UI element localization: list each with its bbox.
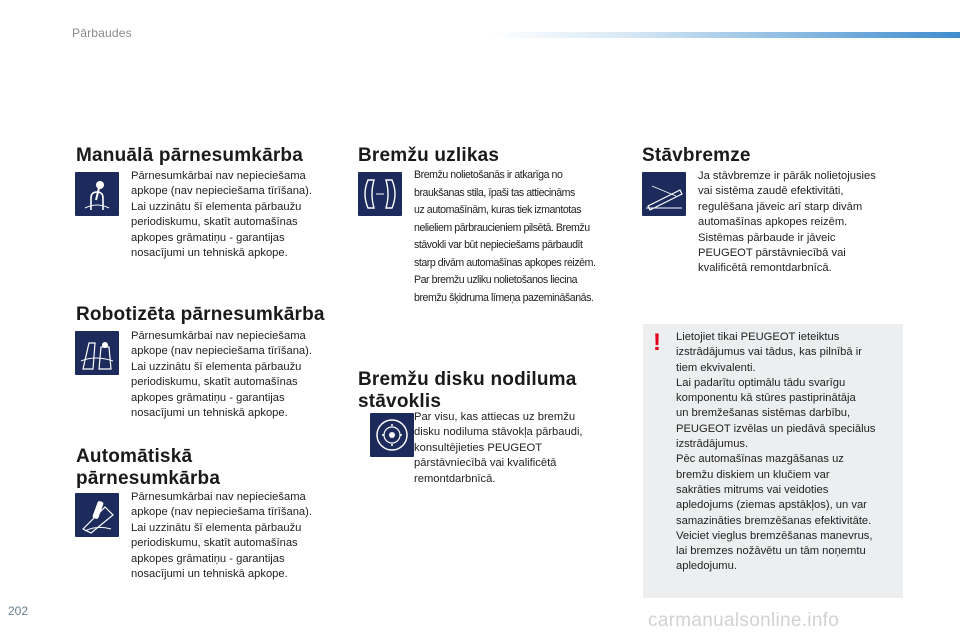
robotized-gearbox-icon [75, 331, 119, 375]
automatic-gearbox-title: Automātiskā pārnesumkārba [76, 446, 221, 489]
brake-discs-title: Bremžu disku nodiluma stāvoklis [358, 369, 577, 412]
robotized-gearbox-text: Pārnesumkārbai nav nepieciešama apkope (nav nepieciešama tīrīšana). Lai uzzinātu šī elementa pārbaužu periodiskumu, skatīt automašīnas apkopes grāmatiņu - garantijas nosacījumi un tehniskā apkope. [131, 330, 312, 420]
automatic-gearbox-text: Pārnesumkārbai nav nepieciešama apkope (nav nepieciešama tīrīšana). Lai uzzinātu šī elementa pārbaužu periodiskumu, skatīt automašīnas apkopes grāmatiņu - garantijas nosacījumi un tehniskā apkope. [131, 491, 312, 581]
brake-disc-icon [370, 413, 414, 457]
manual-gearbox-title: Manuālā pārnesumkārba [76, 145, 304, 166]
automatic-gearbox-icon [75, 493, 119, 537]
watermark: carmanualsonline.info [648, 610, 840, 631]
parking-brake-title: Stāvbremze [642, 145, 751, 166]
manual-gearbox-icon [75, 172, 119, 216]
header-section-label: Pārbaudes [72, 26, 132, 40]
parking-brake-icon [642, 172, 686, 216]
warning-text: Lietojiet tikai PEUGEOT ieteiktus izstrādājumus vai tādus, kas pilnībā ir tiem ekvivalenti. Lai padarītu optimālu tādu svarīgu komponentu kā stūres pastiprinātāja un bremžešanas sistēmas darbību, PEUGEOT izvēlas un piedāvā speciālus izstrādājumus. Pēc automašīnas mazgāšanas uz bremžu diskiem un klučiem var sakrāties mitrums vai veidoties apledojums (ziemas apstākļos), un var samazināties bremzēšanas efektivitāte. Veiciet vieglus bremzēšanas manevrus, lai bremzes nožāvētu un tām noņemtu apledojumu. [676, 331, 876, 573]
brake-pads-text: Bremžu nolietošanās ir atkarīga no braukšanas stila, īpaši tas attiecināms uz automašīnām, kuras tiek izmantotas nelieliem pārbraucieniem pilsētā. Bremžu stāvokli var būt nepieciešams pārbaudīt starp divām automašīnas apkopes reizēm. Par bremžu uzliku nolietošanos liecina bremžu šķidruma līmeņa pazemināšanās. [414, 169, 596, 304]
page-number: 202 [8, 604, 29, 618]
parking-brake-text: Ja stāvbremze ir pārāk nolietojusies vai sistēma zaudē efektivitāti, regulēšana jāveic arī starp divām automašīnas apkopes reizēm. Sistēmas pārbaude ir jāveic PEUGEOT pārstāvniecībā vai kvalificētā remontdarbnīcā. [698, 170, 876, 275]
brake-discs-text: Par visu, kas attiecas uz bremžu disku nodiluma stāvokļa pārbaudi, konsultējieties PEUGEOT pārstāvniecībā vai kvalificētā remontdarbnīcā. [414, 411, 583, 485]
exclamation-icon: ! [653, 329, 661, 356]
brake-pads-icon [358, 172, 402, 216]
manual-gearbox-text: Pārnesumkārbai nav nepieciešama apkope (nav nepieciešama tīrīšana). Lai uzzinātu šī elementa pārbaužu periodiskumu, skatīt automašīnas apkopes grāmatiņu - garantijas nosacījumi un tehniskā apkope. [131, 170, 312, 260]
header-accent-bar [488, 32, 960, 38]
brake-pads-title: Bremžu uzlikas [358, 145, 500, 166]
robotized-gearbox-title: Robotizēta pārnesumkārba [76, 304, 325, 325]
